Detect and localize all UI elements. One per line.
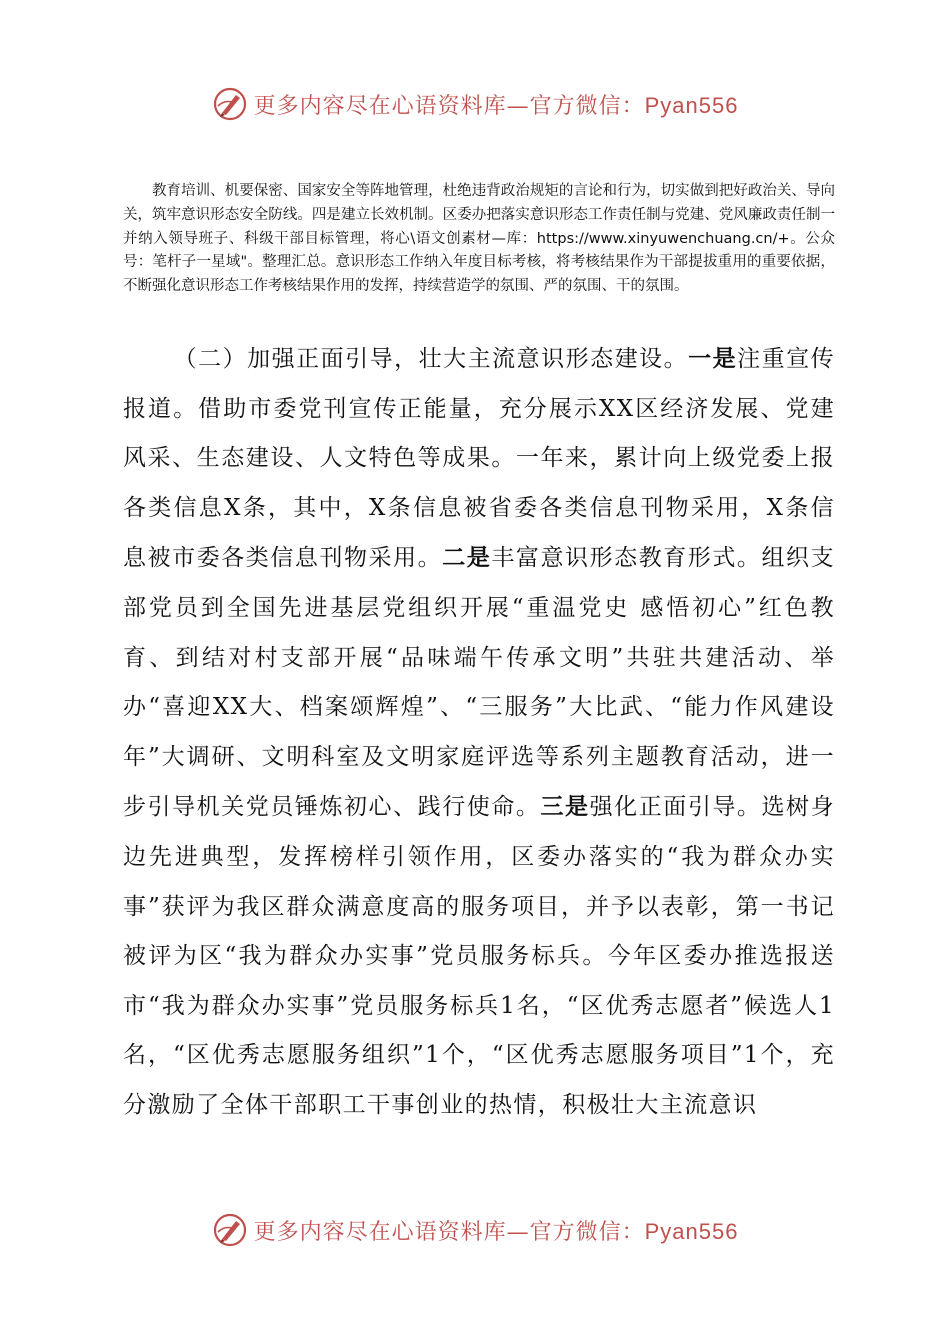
banner-main-text: 更多内容尽在心语资料库—官方微信： (253, 1219, 645, 1245)
banner-main-text: 更多内容尽在心语资料库—官方微信： (253, 93, 645, 119)
point3-text: 强化正面引导。选树身边先进典型，发挥榜样引领作用，区委办落实的“我为群众办实事”获评为我区群众满意度高的服务项目，并予以表彰，第一书记被评为区“我为群众办实事”党员服务标兵。今年区委办推选报送市“我为群众办实事”党员服务标兵1名，“区优秀志愿者”候选人1名，“区优秀志愿服务组织”1个，“区优秀志愿服务项目”1个，充分激励了全体干部职工干事创业的热情，积极壮大主流意识 (123, 794, 835, 1118)
point2-text: 丰富意识形态教育形式。组织支部党员到全国先进基层党组织开展“重温党史 感悟初心”红色教育、到结对村支部开展“品味端午传承文明”共驻共建活动、举办“喜迎XX大、档案颂辉煌”、“三服务”大比武、“能力作风建设年”大调研、文明科室及文明家庭评选等系列主题教育活动，进一步引导机关党员锤炼初心、践行使命。 (123, 545, 835, 821)
small-print-paragraph: 教育培训、机要保密、国家安全等阵地管理，杜绝违背政治规矩的言论和行为，切实做到把好政治关、导向关，筑牢意识形态安全防线。四是建立长效机制。区委办把落实意识形态工作责任制与党建、党风廉政责任制一并纳入领导班子、科级干部目标管理，将心\语文创素材—库：https://www.xinyuwenchuang.cn/+。公众号：笔杆子一星域"。整理汇总。意识形态工作纳入年度目标考核，将考核结果作为干部提拔重用的重要依据，不断强化意识形态工作考核结果作用的发挥，持续营造学的氛围、严的氛围、干的氛围。 (123, 183, 835, 295)
point3-label: 三是 (540, 793, 590, 821)
banner-wechat-id: Pyan556 (644, 92, 739, 118)
pen-logo-icon (212, 1212, 248, 1248)
banner-text (254, 89, 739, 120)
point2-label: 二是 (442, 544, 492, 572)
banner-wechat-id: Pyan556 (644, 1218, 739, 1244)
section-heading: （二）加强正面引导，壮大主流意识形态建设。 (173, 346, 689, 372)
banner-text (254, 1215, 739, 1246)
point1-label: 一是 (688, 345, 738, 372)
point1-text: 注重宣传报道。借助市委党刊宣传正能量，充分展示XX区经济发展、党建风采、生态建设、人文特色等成果。一年来，累计向上级党委上报各类信息X条，其中，X条信息被省委各类信息刊物采用，X条信息被市委各类信息刊物采用。 (123, 346, 835, 572)
main-paragraph (123, 334, 835, 1131)
pen-logo-icon (212, 86, 248, 122)
header-banner (0, 84, 950, 124)
footer-banner (0, 1210, 950, 1250)
